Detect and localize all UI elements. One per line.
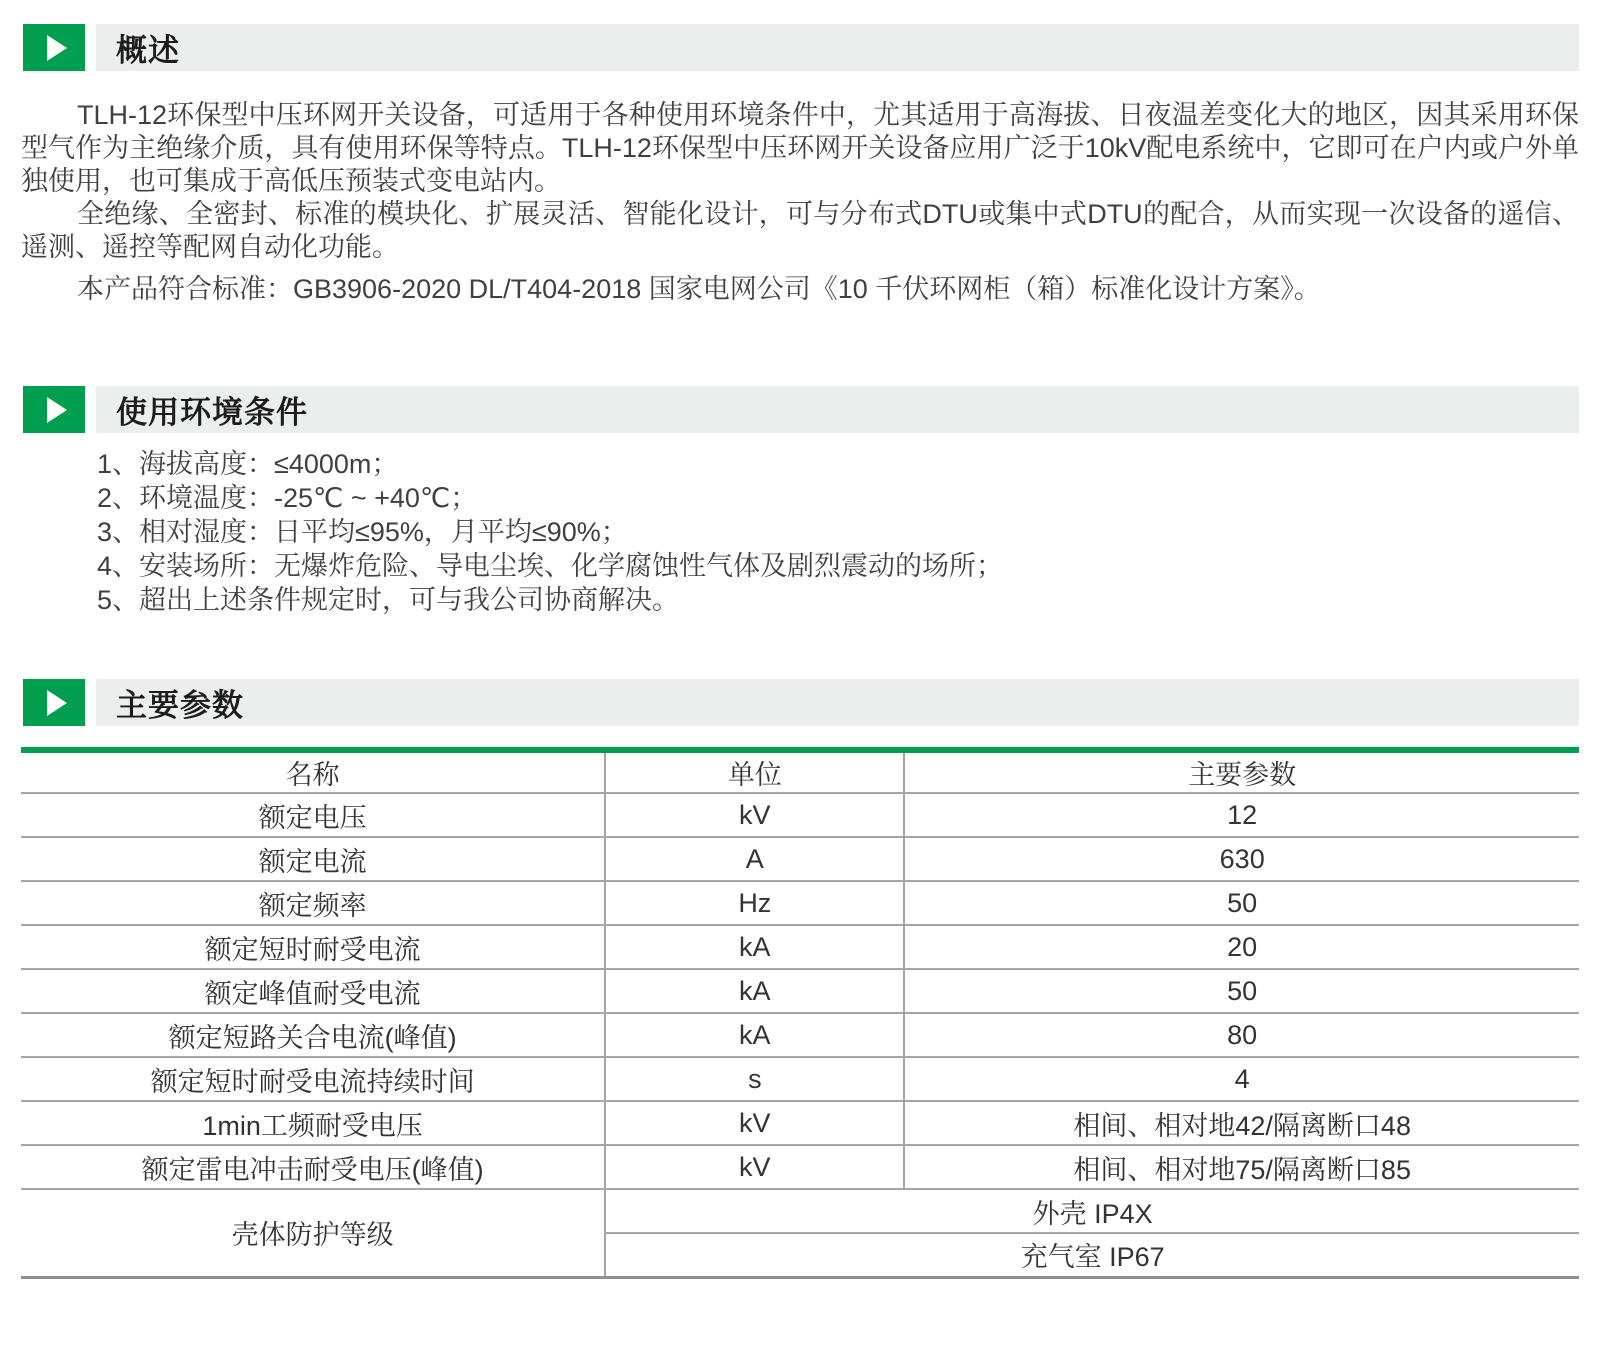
table-row: [21, 837, 1579, 881]
param-name-cell: 额定电流: [21, 837, 605, 881]
section-title-bar: [96, 24, 1579, 71]
table-row: [21, 1101, 1579, 1145]
table-row: [21, 925, 1579, 969]
overview-paragraph-standards: 本产品符合标准：GB3906-2020 DL/T404-2018 国家电网公司《10 千伏环网柜（箱）标准化设计方案》。: [77, 274, 1321, 304]
param-unit-cell: Hz: [605, 881, 904, 925]
param-value-cell: 80: [904, 1013, 1579, 1057]
overview-paragraph-2: 全绝缘、全密封、标准的模块化、扩展灵活、智能化设计，可与分布式DTU或集中式DTU的配合，从而实现一次设备的遥信、遥测、遥控等配网自动化功能。: [21, 199, 1579, 262]
table-row: [21, 969, 1579, 1013]
param-value-cell-gas-chamber: 充气室 IP67: [605, 1233, 1579, 1277]
param-unit-cell: A: [605, 837, 904, 881]
section-parameters: [21, 679, 1579, 1279]
column-header-unit: 单位: [605, 750, 904, 793]
section-header-overview: [23, 24, 1579, 71]
play-triangle-icon: [47, 690, 67, 716]
param-name-cell: 1min工频耐受电压: [21, 1101, 605, 1145]
environment-item-temperature: 2、环境温度：-25℃ ~ +40℃；: [97, 483, 478, 513]
environment-item-altitude: 1、海拔高度：≤4000m；: [97, 449, 399, 479]
parameters-table: [21, 747, 1579, 1279]
param-unit-cell: kA: [605, 925, 904, 969]
param-value-cell: 相间、相对地42/隔离断口48: [904, 1101, 1579, 1145]
table-row: [21, 793, 1579, 837]
param-value-cell: 相间、相对地75/隔离断口85: [904, 1145, 1579, 1189]
environment-item-humidity: 3、相对湿度：日平均≤95%，月平均≤90%；: [97, 517, 628, 547]
column-header-name: 名称: [21, 750, 605, 793]
section-title-environment: 使用环境条件: [116, 395, 308, 430]
param-name-cell: 额定频率: [21, 881, 605, 925]
param-name-cell: 额定短时耐受电流: [21, 925, 605, 969]
param-value-cell-enclosure: 外壳 IP4X: [605, 1189, 1579, 1233]
section-header-parameters: [23, 679, 1579, 726]
environment-condition-list: [21, 447, 1579, 617]
param-unit-cell: kV: [605, 1101, 904, 1145]
section-header-environment: [23, 386, 1579, 433]
param-unit-cell: kA: [605, 969, 904, 1013]
section-environment: [21, 386, 1579, 617]
section-marker: [23, 386, 85, 433]
table-header-row: [21, 750, 1579, 793]
section-title-bar: [96, 679, 1579, 726]
section-marker: [23, 679, 85, 726]
param-unit-cell: kV: [605, 793, 904, 837]
param-unit-cell: kV: [605, 1145, 904, 1189]
overview-paragraph-1: TLH-12环保型中压环网开关设备，可适用于各种使用环境条件中，尤其适用于高海拔、日夜温差变化大的地区，因其采用环保型气作为主绝缘介质，具有使用环保等特点。TLH-12环保型中压环网开关设备应用广泛于10kV配电系统中，它即可在户内或户外单独使用，也可集成于高低压预装式变电站内。: [21, 100, 1579, 196]
param-name-cell: 额定峰值耐受电流: [21, 969, 605, 1013]
overview-paragraphs: [21, 99, 1579, 306]
table-row: [21, 1057, 1579, 1101]
param-value-cell: 12: [904, 793, 1579, 837]
catalog-page: [0, 24, 1600, 1279]
param-name-cell: 壳体防护等级: [21, 1189, 605, 1277]
param-name-cell: 额定电压: [21, 793, 605, 837]
param-value-cell: 20: [904, 925, 1579, 969]
table-row-protection: [21, 1189, 1579, 1233]
param-name-cell: 额定雷电冲击耐受电压(峰值): [21, 1145, 605, 1189]
param-value-cell: 50: [904, 881, 1579, 925]
param-unit-cell: s: [605, 1057, 904, 1101]
param-unit-cell: kA: [605, 1013, 904, 1057]
section-overview: [21, 24, 1579, 306]
environment-item-consultation: 5、超出上述条件规定时，可与我公司协商解决。: [97, 585, 680, 615]
play-triangle-icon: [47, 35, 67, 61]
table-row: [21, 1145, 1579, 1189]
param-name-cell: 额定短时耐受电流持续时间: [21, 1057, 605, 1101]
param-value-cell: 4: [904, 1057, 1579, 1101]
param-name-cell: 额定短路关合电流(峰值): [21, 1013, 605, 1057]
section-title-overview: 概述: [116, 33, 180, 68]
param-value-cell: 50: [904, 969, 1579, 1013]
param-value-cell: 630: [904, 837, 1579, 881]
environment-item-installation-site: 4、安装场所：无爆炸危险、导电尘埃、化学腐蚀性气体及剧烈震动的场所；: [97, 551, 1004, 581]
section-marker: [23, 24, 85, 71]
table-row: [21, 1013, 1579, 1057]
section-title-bar: [96, 386, 1579, 433]
section-title-parameters: 主要参数: [116, 688, 244, 723]
play-triangle-icon: [47, 397, 67, 423]
table-row: [21, 881, 1579, 925]
column-header-value: 主要参数: [1188, 760, 1297, 790]
